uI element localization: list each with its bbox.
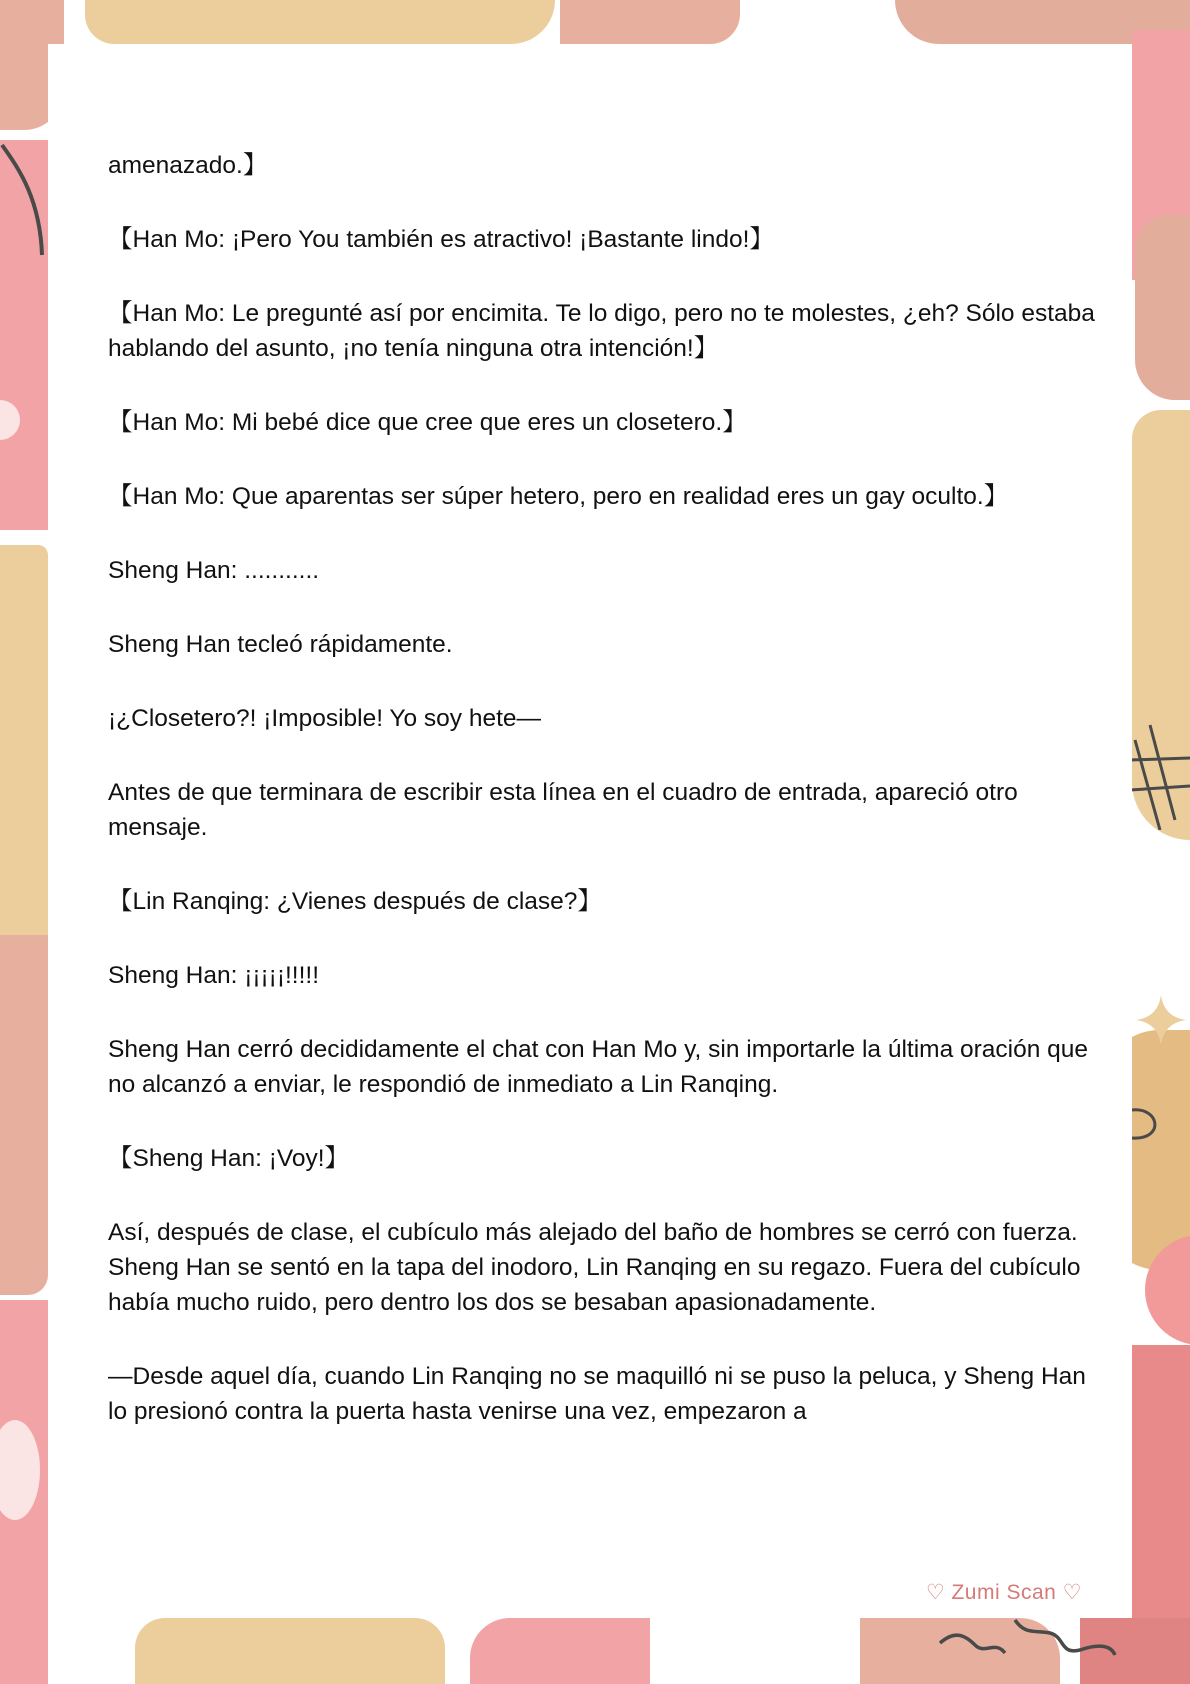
chat-message: 【Sheng Han: ¡Voy!】 [108, 1145, 350, 1172]
sparkle-icon [1136, 995, 1186, 1045]
chat-message: 【Han Mo: Le pregunté así por encimita. Te lo digo, pero no te molestes, ¿eh? Sólo estaba hablando del asunto, ¡no tenía ninguna otra intención!】 [108, 300, 1095, 362]
left-sand-block [0, 545, 48, 935]
paragraph: Sheng Han cerró decididamente el chat con Han Mo y, sin importarle la última oración que no alcanzó a enviar, le respondió de inmediato a Lin Ranqing. [108, 1036, 1089, 1098]
top-peach-shape [560, 0, 740, 44]
chat-message: 【Han Mo: Que aparentas ser súper hetero, pero en realidad eres un gay oculto.】 [108, 483, 1009, 510]
paragraph: amenazado.】 [108, 152, 268, 179]
arc-doodle-icon [1130, 1105, 1170, 1145]
bottom-sand-shape [135, 1618, 445, 1684]
chat-message: 【Han Mo: ¡Pero You también es atractivo! ¡Bastante lindo!】 [108, 226, 774, 253]
paragraph: —Desde aquel día, cuando Lin Ranqing no se maquilló ni se puso la peluca, y Sheng Han lo presionó contra la puerta hasta venirse una vez, empezaron a [108, 1363, 1086, 1425]
left-peach-leaf [0, 935, 48, 1295]
squiggle-doodle-icon [935, 1615, 1125, 1660]
paragraph: Sheng Han tecleó rápidamente. [108, 631, 453, 658]
chat-message: 【Lin Ranqing: ¿Vienes después de clase?】 [108, 888, 602, 915]
paragraph: Así, después de clase, el cubículo más alejado del baño de hombres se cerró con fuerza. Sheng Han se sentó en la tapa del inodoro, Lin Ranqing en su regazo. Fuera del cubículo había mucho ruido, pero dentro los dos se besaban apasionadamente. [108, 1219, 1081, 1316]
bottom-pink-shape [470, 1618, 650, 1684]
paragraph: Antes de que terminara de escribir esta línea en el cuadro de entrada, apareció otro mensaje. [108, 779, 1018, 841]
scanlator-watermark: ♡ Zumi Scan ♡ [925, 1581, 1082, 1604]
top-sand-shape [85, 0, 555, 44]
right-peach-blob [1135, 215, 1190, 400]
hash-doodle-icon [1130, 720, 1190, 830]
left-ink-stroke [0, 140, 48, 260]
document-body [108, 148, 1098, 1468]
paragraph: Sheng Han: ........... [108, 557, 320, 584]
paragraph: ¡¿Closetero?! ¡Imposible! Yo soy hete— [108, 705, 542, 732]
chat-message: 【Han Mo: Mi bebé dice que cree que eres un closetero.】 [108, 409, 747, 436]
paragraph: Sheng Han: ¡¡¡¡¡!!!!! [108, 962, 320, 989]
